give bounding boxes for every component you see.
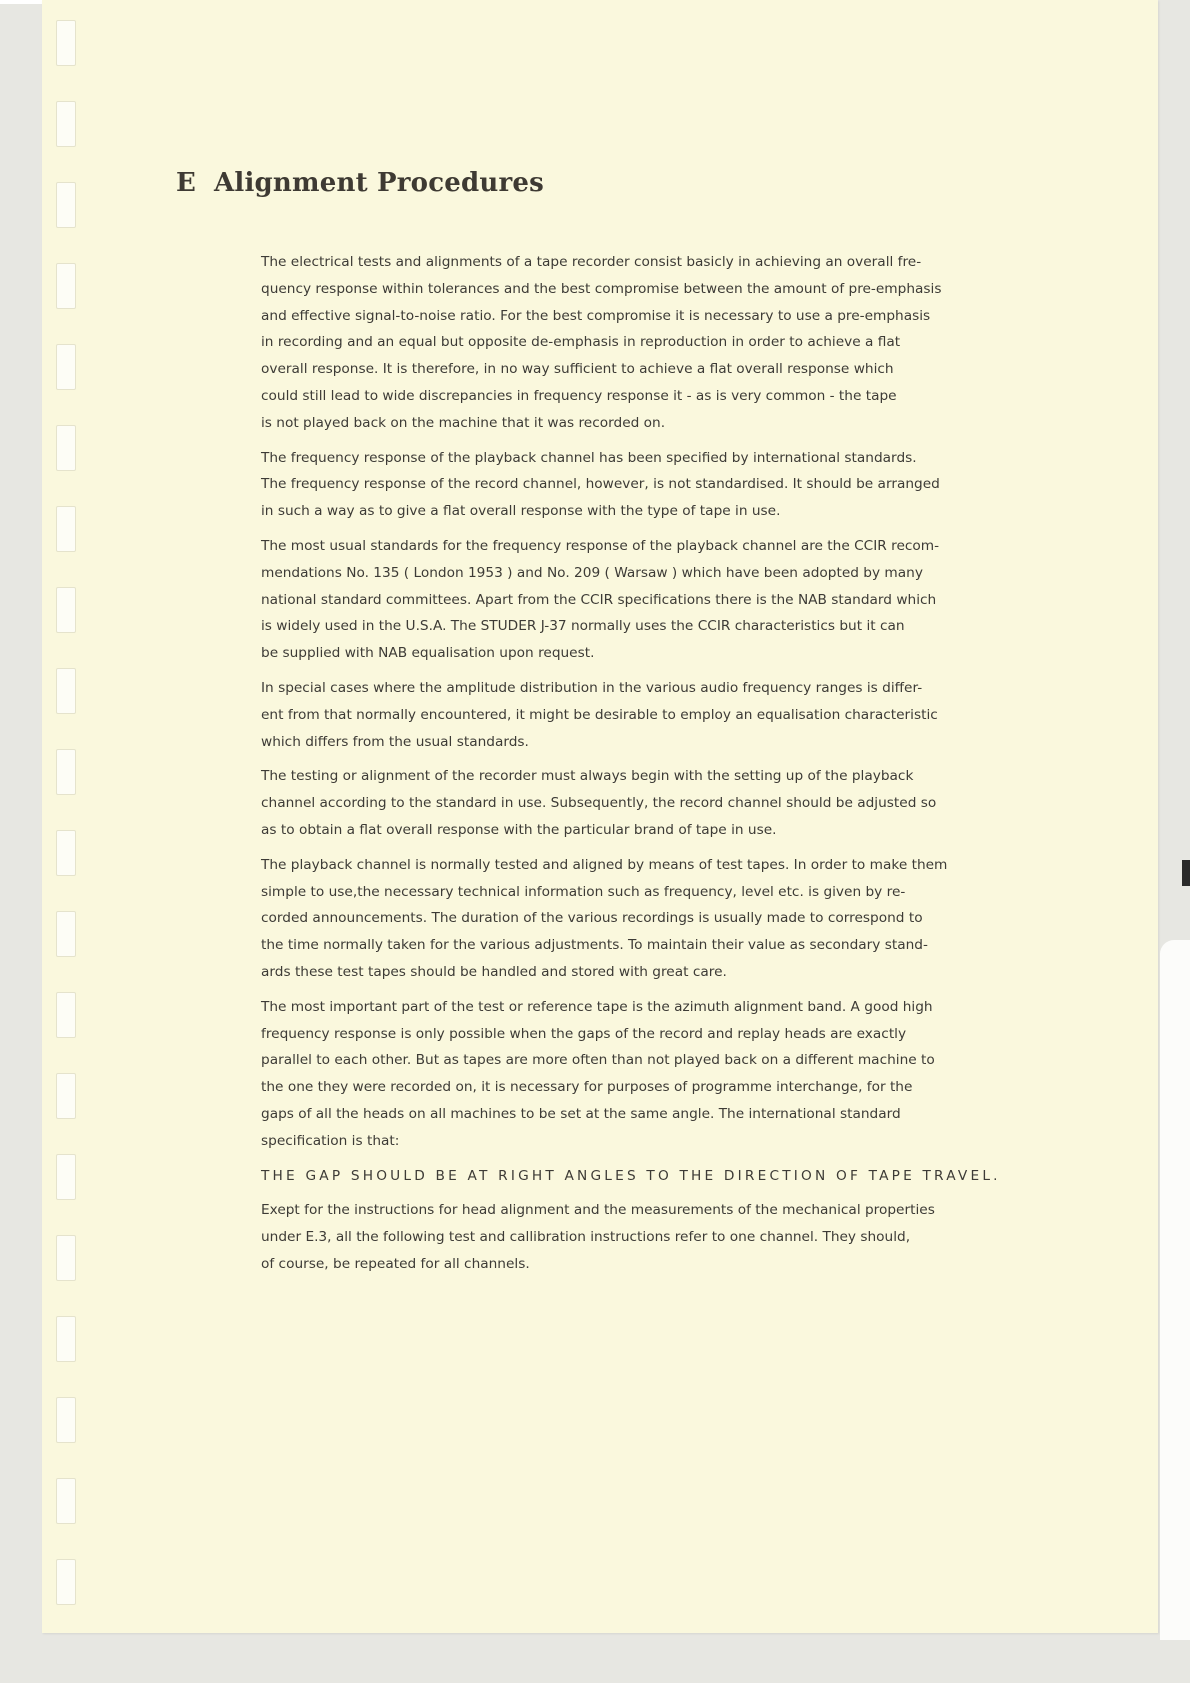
text-line: is widely used in the U.S.A. The STUDER J-37 normally uses the CCIR characteristics but it can bbox=[261, 618, 905, 635]
binder-punch-hole bbox=[56, 1559, 76, 1605]
text-line: in such a way as to give a flat overall response with the type of tape in use. bbox=[261, 503, 781, 520]
text-line: is not played back on the machine that it was recorded on. bbox=[261, 414, 666, 431]
binder-punch-hole bbox=[56, 1397, 76, 1443]
binder-punch-hole bbox=[56, 1316, 76, 1362]
text-line: in recording and an equal but opposite de-emphasis in reproduction in order to achieve a flat bbox=[261, 334, 901, 351]
text-line: national standard committees. Apart from the CCIR specifications there is the NAB standard which bbox=[261, 591, 937, 608]
binder-punch-hole bbox=[56, 992, 76, 1038]
scan-edge bbox=[0, 0, 42, 4]
paragraph bbox=[261, 1197, 1051, 1277]
paragraph bbox=[261, 249, 1051, 437]
text-line: mendations No. 135 ( London 1953 ) and No. 209 ( Warsaw ) which have been adopted by many bbox=[261, 564, 923, 581]
binder-punch-hole bbox=[56, 587, 76, 633]
text-line: and effective signal-to-noise ratio. For the best compromise it is necessary to use a pre-emphasis bbox=[261, 307, 931, 324]
paragraph bbox=[261, 763, 1051, 843]
text-line: In special cases where the amplitude distribution in the various audio frequency ranges is differ- bbox=[261, 679, 923, 696]
text-line: corded announcements. The duration of the various recordings is usually made to correspond to bbox=[261, 910, 923, 927]
text-line: the time normally taken for the various adjustments. To maintain their value as secondary stand- bbox=[261, 937, 928, 954]
text-line: channel according to the standard in use. Subsequently, the record channel should be adjusted so bbox=[261, 795, 937, 812]
text-line: ards these test tapes should be handled and stored with great care. bbox=[261, 963, 727, 980]
binder-punch-hole bbox=[56, 506, 76, 552]
binder-punch-hole bbox=[56, 911, 76, 957]
binder-punch-hole bbox=[56, 344, 76, 390]
paragraph bbox=[261, 533, 1051, 667]
paragraph bbox=[261, 445, 1051, 525]
binder-punch-hole bbox=[56, 182, 76, 228]
standard-statement: THE GAP SHOULD BE AT RIGHT ANGLES TO THE DIRECTION OF TAPE TRAVEL. bbox=[261, 1167, 1001, 1184]
text-line: The playback channel is normally tested and aligned by means of test tapes. In order to make them bbox=[261, 856, 948, 873]
text-line: overall response. It is therefore, in no way sufficient to achieve a flat overall response which bbox=[261, 361, 894, 378]
text-line: The electrical tests and alignments of a tape recorder consist basicly in achieving an overall fre- bbox=[261, 254, 922, 270]
text-line: which differs from the usual standards. bbox=[261, 733, 529, 750]
paragraph bbox=[261, 852, 1051, 986]
text-line: Exept for the instructions for head alignment and the measurements of the mechanical properties bbox=[261, 1202, 935, 1219]
text-line: parallel to each other. But as tapes are more often than not played back on a different machine to bbox=[261, 1052, 935, 1069]
paragraph bbox=[261, 675, 1051, 755]
section-title: Alignment Procedures bbox=[214, 168, 544, 198]
paragraph bbox=[261, 994, 1051, 1155]
text-line: under E.3, all the following test and callibration instructions refer to one channel. They should, bbox=[261, 1229, 911, 1246]
binder-punch-hole bbox=[56, 668, 76, 714]
binder-punch-hole bbox=[56, 20, 76, 66]
section-letter: E bbox=[176, 168, 197, 198]
next-page-tab-edge bbox=[1160, 940, 1190, 1640]
index-tab-mark bbox=[1182, 860, 1190, 886]
section-heading bbox=[176, 168, 544, 198]
text-line: The most usual standards for the frequency response of the playback channel are the CCIR recom- bbox=[261, 537, 940, 554]
text-line: simple to use,the necessary technical information such as frequency, level etc. is given by re- bbox=[261, 883, 906, 900]
binder-punch-hole bbox=[56, 1073, 76, 1119]
text-line: as to obtain a flat overall response with the particular brand of tape in use. bbox=[261, 821, 777, 838]
paragraph bbox=[261, 1163, 1051, 1190]
text-line: could still lead to wide discrepancies in frequency response it - as is very common - the tape bbox=[261, 387, 897, 404]
binder-punch-hole bbox=[56, 1478, 76, 1524]
text-line: The frequency response of the record channel, however, is not standardised. It should be arranged bbox=[261, 476, 940, 493]
binder-punch-hole bbox=[56, 425, 76, 471]
text-line: ent from that normally encountered, it might be desirable to employ an equalisation characteristic bbox=[261, 706, 938, 723]
text-line: the one they were recorded on, it is necessary for purposes of programme interchange, for the bbox=[261, 1079, 913, 1096]
text-line: of course, be repeated for all channels. bbox=[261, 1255, 530, 1272]
binder-punch-hole bbox=[56, 1235, 76, 1281]
text-line: The most important part of the test or reference tape is the azimuth alignment band. A good high bbox=[261, 998, 933, 1015]
text-line: quency response within tolerances and the best compromise between the amount of pre-emphasis bbox=[261, 280, 942, 297]
text-line: The testing or alignment of the recorder must always begin with the setting up of the playback bbox=[261, 768, 914, 785]
binder-punch-hole bbox=[56, 101, 76, 147]
binder-punch-hole bbox=[56, 830, 76, 876]
text-line: The frequency response of the playback channel has been specified by international standards. bbox=[261, 449, 917, 466]
binder-punch-hole bbox=[56, 1154, 76, 1200]
text-line: be supplied with NAB equalisation upon request. bbox=[261, 645, 595, 662]
text-line: specification is that: bbox=[261, 1132, 400, 1149]
binder-punch-hole bbox=[56, 749, 76, 795]
binder-punch-hole bbox=[56, 263, 76, 309]
text-line: gaps of all the heads on all machines to be set at the same angle. The international standard bbox=[261, 1105, 901, 1122]
body-text bbox=[261, 249, 1051, 1286]
text-line: frequency response is only possible when the gaps of the record and replay heads are exactly bbox=[261, 1025, 907, 1042]
